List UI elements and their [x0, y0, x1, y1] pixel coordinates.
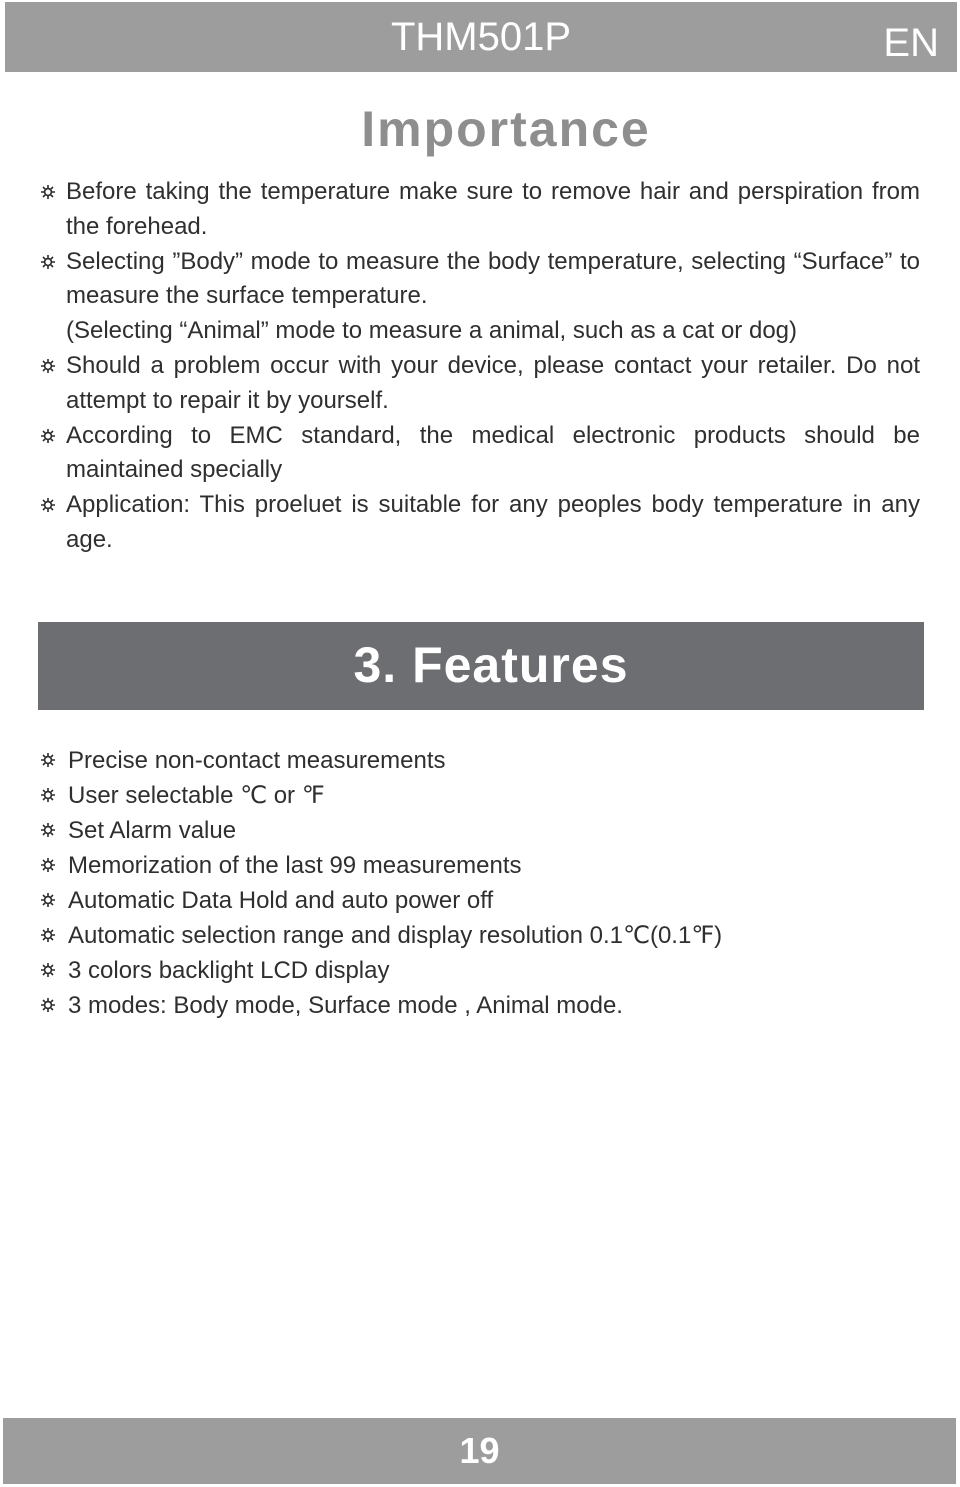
feature-item-text: 3 modes: Body mode, Surface mode , Animal mode. — [68, 992, 623, 1019]
features-title: 3. Features — [353, 637, 629, 693]
list-item — [40, 245, 920, 315]
list-item — [40, 314, 920, 349]
page-number: 19 — [459, 1430, 500, 1471]
importance-title: Importance — [361, 101, 651, 157]
feature-item-text: User selectable ℃ or ℉ — [68, 782, 325, 809]
gear-icon — [40, 997, 56, 1013]
features-banner — [38, 622, 924, 710]
feature-item-text: 3 colors backlight LCD display — [68, 957, 390, 984]
list-item — [40, 419, 920, 489]
feature-item-text: Set Alarm value — [68, 817, 237, 844]
importance-item-text: Selecting ”Body” mode to measure the body temperature, selecting “Surface” to measure the surface temperature. — [66, 247, 920, 310]
list-item — [40, 488, 920, 558]
features-list — [40, 743, 920, 1023]
gear-icon — [40, 254, 56, 270]
importance-list — [40, 175, 920, 558]
model-name: THM501P — [390, 15, 572, 59]
gear-icon — [40, 822, 56, 838]
list-item — [40, 953, 920, 988]
list-item — [40, 778, 920, 813]
gear-icon — [40, 358, 56, 374]
feature-item-text: Automatic selection range and display resolution 0.1℃(0.1℉) — [68, 922, 723, 949]
footer-bar — [3, 1418, 956, 1484]
importance-item-text: Application: This proeluet is suitable for any peoples body temperature in any age. — [66, 491, 920, 553]
gear-icon — [40, 752, 56, 768]
gear-icon — [40, 787, 56, 803]
importance-item-text: Should a problem occur with your device, please contact your retailer. Do not attempt to repair it by yourself. — [66, 351, 920, 414]
list-item — [40, 988, 920, 1023]
gear-icon — [40, 184, 56, 200]
importance-item-text: (Selecting “Animal” mode to measure a animal, such as a cat or dog) — [66, 317, 798, 345]
gear-icon — [40, 857, 56, 873]
gear-icon — [40, 428, 56, 444]
list-item — [40, 175, 920, 245]
feature-item-text: Automatic Data Hold and auto power off — [68, 887, 494, 914]
list-item — [40, 848, 920, 883]
gear-icon — [40, 962, 56, 978]
importance-item-text: According to EMC standard, the medical electronic products should be maintained specially — [66, 421, 920, 484]
list-item — [40, 918, 920, 953]
language-code: EN — [883, 21, 939, 65]
list-item — [40, 743, 920, 778]
list-item — [40, 813, 920, 848]
gear-icon — [40, 927, 56, 943]
importance-item-text: Before taking the temperature make sure to remove hair and perspiration from the forehead. — [66, 178, 920, 240]
list-item — [40, 883, 920, 918]
gear-icon — [40, 497, 56, 513]
header-bar — [5, 2, 957, 72]
list-item — [40, 349, 920, 419]
feature-item-text: Memorization of the last 99 measurements — [68, 852, 522, 879]
feature-item-text: Precise non-contact measurements — [68, 747, 446, 774]
gear-icon — [40, 892, 56, 908]
